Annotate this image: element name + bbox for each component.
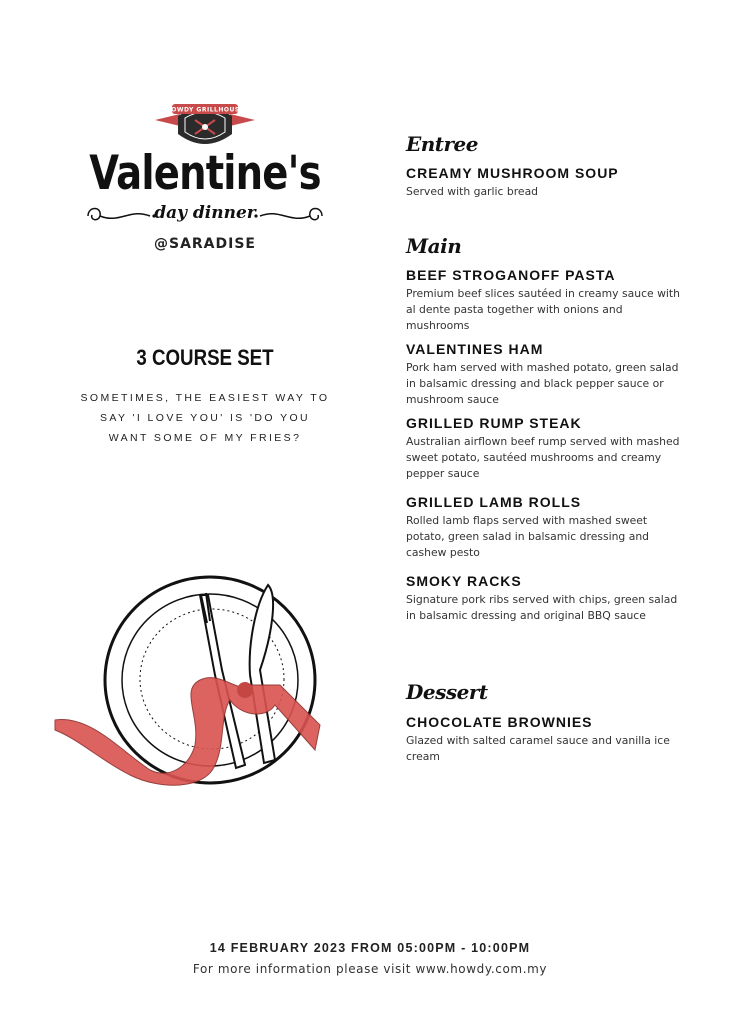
plate-cutlery-ribbon-illustration [50,575,340,800]
menu-item-name: VALENTINES HAM [406,341,544,357]
menu-item-name: GRILLED RUMP STEAK [406,415,582,431]
menu-item [406,341,681,407]
menu-item [406,494,681,560]
event-date-time: 14 FEBRUARY 2023 FROM 05:00PM - 10:00PM [209,941,531,955]
menu-item [406,267,681,333]
section-title-entree: Entree [406,132,479,156]
menu-item-name: BEEF STROGANOFF PASTA [406,267,616,283]
menu-item [406,714,681,765]
menu-item-description: Glazed with salted caramel sauce and vanilla ice cream [406,734,670,763]
event-subtitle: day dinner [154,203,256,223]
menu-item [406,573,681,624]
section-title-main: Main [406,234,462,258]
menu-item [406,415,681,481]
menu-item-description: Australian airflown beef rump served with mashed sweet potato, sautéed mushrooms and creamy pepper sauce [406,435,680,480]
menu-item-description: Rolled lamb flaps served with mashed sweet potato, green salad in balsamic dressing and cashew pesto [406,514,650,559]
course-set-heading: 3 COURSE SET [136,345,274,370]
menu-item-name: SMOKY RACKS [406,573,522,589]
menu-item-name: GRILLED LAMB ROLLS [406,494,582,510]
footer-info-text: For more information please visit www.howdy.com.my [192,962,548,976]
menu-item-name: CREAMY MUSHROOM SOUP [406,165,619,181]
menu-item-description: Served with garlic bread [406,185,539,198]
romantic-quote [80,388,330,448]
quote-line: SAY 'I LOVE YOU' IS 'DO YOU [99,412,311,424]
event-title: Valentine's [89,146,321,201]
menu-item-name: CHOCOLATE BROWNIES [406,714,593,730]
section-title-dessert: Dessert [406,680,488,704]
menu-item-description: Signature pork ribs served with chips, green salad in balsamic dressing and original BBQ sauce [406,593,678,622]
quote-line: SOMETIMES, THE EASIEST WAY TO [80,392,330,404]
howdy-grillhouse-logo [150,94,260,154]
venue-handle: @SARADISE [153,236,256,252]
menu-item [406,165,681,200]
quote-line: WANT SOME OF MY FRIES? [108,432,302,444]
menu-item-description: Pork ham served with mashed potato, green salad in balsamic dressing and black pepper sauce or mushroom sauce [406,361,679,406]
menu-item-description: Premium beef slices sautéed in creamy sauce with al dente pasta together with onions and mushrooms [406,287,681,332]
logo-brand-text: HOWDY GRILLHOUSE [165,106,245,114]
